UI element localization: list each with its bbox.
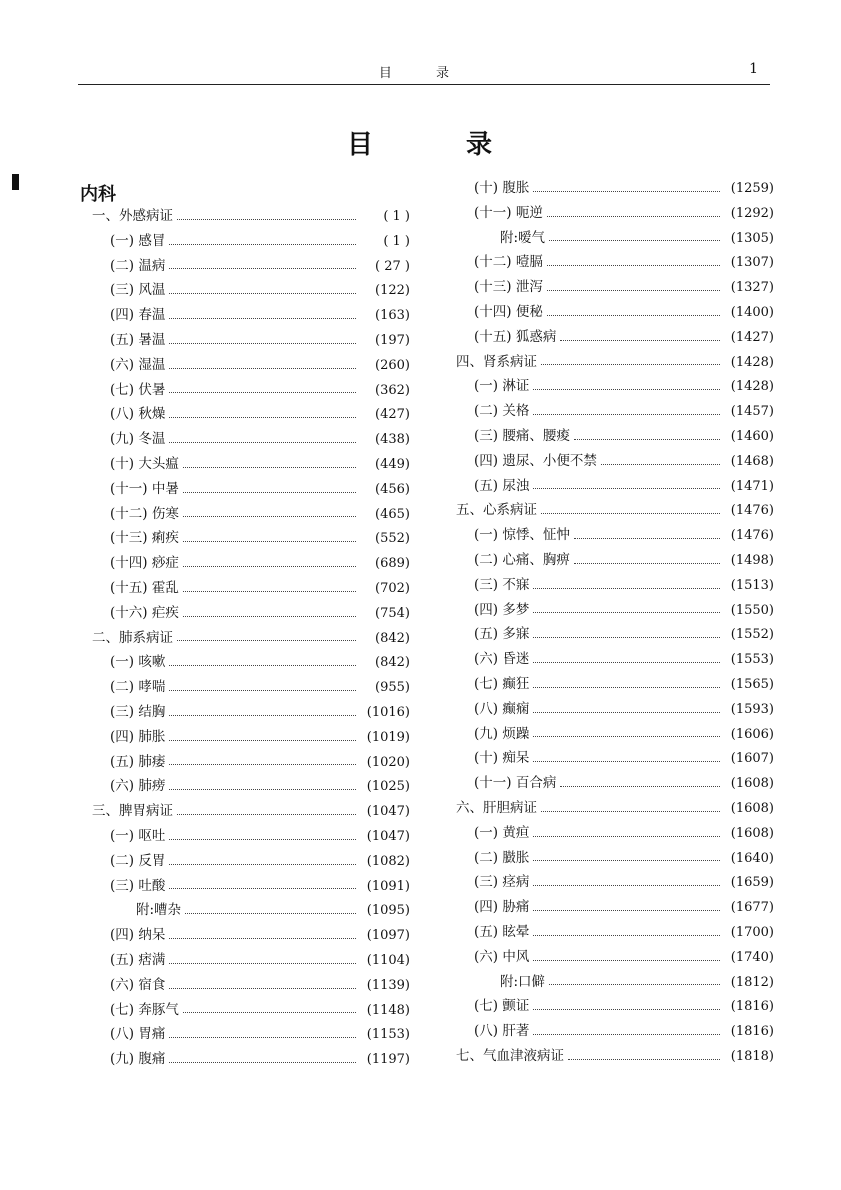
toc-entry-page: (260) [375,357,410,373]
toc-entry-page: (1197) [366,1052,410,1068]
dot-leader [169,368,356,369]
toc-entry-label: (十五) 狐惑病 [474,328,557,345]
toc-entry [92,229,410,254]
toc-entry-page: (1025) [366,779,410,795]
toc-entry-page: (1047) [366,804,410,820]
toc-entry [92,254,410,279]
toc-entry-label: (十) 痴呆 [474,750,530,767]
toc-entry [92,328,410,353]
toc-entry-page: ( 27 ) [375,258,410,274]
toc-entry-label: (十一) 中暑 [110,480,179,497]
toc-entry-label: 六、肝胆病证 [456,799,537,816]
toc-entry-page: (552) [375,531,410,547]
dot-leader [169,740,356,741]
toc-entry-label: 二、肺系病证 [92,629,173,646]
toc-entry [456,474,774,499]
dot-leader [169,715,356,716]
toc-entry [456,523,774,548]
toc-entry-label: (四) 多梦 [474,601,530,618]
toc-entry-page: (427) [375,407,410,423]
toc-entry-page: (1016) [366,704,410,720]
toc-entry-page: (1148) [366,1002,410,1018]
toc-entry [92,948,410,973]
toc-entry-label: (二) 心痛、胸痹 [474,551,570,568]
toc-entry-page: (1565) [730,676,774,692]
toc-entry-label: (五) 多寐 [474,626,530,643]
toc-entry-label: (五) 尿浊 [474,477,530,494]
toc-entry-page: (438) [375,432,410,448]
toc-entry-label: (十五) 霍乱 [110,579,179,596]
toc-entry-page: (1104) [366,952,410,968]
toc-entry-label: (七) 癫狂 [474,675,530,692]
toc-entry-page: (1606) [730,726,774,742]
toc-entry-page: (754) [375,605,410,621]
toc-entry [92,898,410,923]
toc-entry [92,998,410,1023]
toc-entry-label: (二) 关格 [474,403,530,420]
dot-leader [533,712,720,713]
toc-entry [92,378,410,403]
dot-leader [560,340,720,341]
toc-entry [92,477,410,502]
toc-entry [92,278,410,303]
toc-entry-label: (六) 昏迷 [474,651,530,668]
toc-entry-page: (955) [375,680,410,696]
toc-entry-label: (三) 风温 [110,282,166,299]
toc-entry-label: (三) 吐酸 [110,877,166,894]
dot-leader [169,417,356,418]
toc-entry-label: 四、肾系病证 [456,353,537,370]
toc-entry-page: (1095) [366,903,410,919]
toc-entry-label: (八) 肝著 [474,1023,530,1040]
dot-leader [169,293,356,294]
dot-leader [533,414,720,415]
toc-entry [92,601,410,626]
toc-entry [92,874,410,899]
toc-entry-page: (1153) [366,1027,410,1043]
dot-leader [574,439,720,440]
toc-entry-page: (1471) [730,478,774,494]
toc-entry [456,722,774,747]
toc-entry-page: (1460) [730,428,774,444]
toc-entry [456,275,774,300]
dot-leader [183,467,356,468]
toc-entry-label: (九) 冬温 [110,431,166,448]
toc-entry-label: 三、脾胃病证 [92,803,173,820]
toc-entry-label: (三) 结胸 [110,703,166,720]
toc-entry-label: (五) 眩晕 [474,923,530,940]
toc-entry-page: (1400) [730,304,774,320]
toc-entry-page: (1082) [366,853,410,869]
toc-entry [92,725,410,750]
toc-entry-label: 五、心系病证 [456,502,537,519]
dot-leader [183,566,356,567]
toc-entry [92,774,410,799]
toc-entry-label: (十三) 泄泻 [474,279,543,296]
dot-leader [533,935,720,936]
dot-leader [169,888,356,889]
dot-leader [574,538,720,539]
toc-entry-page: (1292) [730,205,774,221]
toc-entry [92,1022,410,1047]
dot-leader [185,913,356,914]
toc-entry-page: (1816) [730,1024,774,1040]
toc-entry [456,895,774,920]
toc-entry [456,771,774,796]
dot-leader [177,219,356,220]
toc-entry-label: (八) 癫痫 [474,700,530,717]
toc-entry [456,399,774,424]
edge-tab-mark [12,174,19,190]
dot-leader [533,960,720,961]
toc-entry-label: (六) 肺痨 [110,778,166,795]
toc-entry-page: ( 1 ) [383,233,410,249]
dot-leader [533,1034,720,1035]
toc-entry-label: 附:嘈杂 [136,902,182,919]
dot-leader [183,1012,356,1013]
dot-leader [533,910,720,911]
dot-leader [533,637,720,638]
toc-entry [456,498,774,523]
toc-entry-label: (十四) 痧症 [110,555,179,572]
dot-leader [533,191,720,192]
section-heading: 内科 [80,184,116,205]
dot-leader [169,665,356,666]
toc-entry-label: (十) 大头瘟 [110,455,179,472]
toc-entry [92,427,410,452]
toc-entry [456,573,774,598]
toc-entry [456,1044,774,1069]
toc-entry [456,945,774,970]
toc-entry-label: (六) 宿食 [110,976,166,993]
dot-leader [533,662,720,663]
toc-entry-page: (689) [375,556,410,572]
toc-entry [456,201,774,226]
dot-leader [541,811,720,812]
toc-entry [92,799,410,824]
toc-entry-page: (842) [375,655,410,671]
toc-entry [92,849,410,874]
toc-entry-label: (四) 纳呆 [110,927,166,944]
toc-entry [456,350,774,375]
toc-entry-page: (1608) [730,800,774,816]
dot-leader [533,687,720,688]
toc-entry-label: (十三) 痢疾 [110,530,179,547]
dot-leader [533,885,720,886]
toc-entry-page: (1607) [730,751,774,767]
dot-leader [169,963,356,964]
toc-entry-label: (十二) 噎膈 [474,254,543,271]
toc-entry-page: (1020) [366,754,410,770]
toc-entry-label: (四) 春温 [110,307,166,324]
toc-entry-page: (1457) [730,404,774,420]
toc-entry [456,920,774,945]
running-head [78,56,770,85]
toc-entry-page: (456) [375,481,410,497]
toc-entry [456,598,774,623]
toc-entry [456,647,774,672]
toc-entry [92,204,410,229]
toc-entry [92,923,410,948]
dot-leader [549,240,720,241]
toc-entry-label: (五) 痞满 [110,951,166,968]
dot-leader [169,1062,356,1063]
toc-right-column [456,176,774,1069]
toc-entry-label: (六) 中风 [474,948,530,965]
toc-entry-page: (1593) [730,701,774,717]
page-number: 1 [749,61,758,77]
toc-entry [92,502,410,527]
toc-entry-label: (二) 臌胀 [474,849,530,866]
toc-entry-label: (十) 腹胀 [474,180,530,196]
dot-leader [169,318,356,319]
dot-leader [183,492,356,493]
toc-entry [92,1047,410,1072]
dot-leader [169,789,356,790]
toc-entry-page: (1427) [730,329,774,345]
dot-leader [169,988,356,989]
toc-entry-label: (四) 肺胀 [110,728,166,745]
dot-leader [169,392,356,393]
dot-leader [547,265,720,266]
toc-entry-label: (一) 惊悸、怔忡 [474,527,570,544]
toc-entry [92,576,410,601]
dot-leader [547,315,720,316]
dot-leader [169,690,356,691]
toc-entry-label: (十二) 伤寒 [110,505,179,522]
toc-entry-label: (七) 颤证 [474,998,530,1015]
dot-leader [169,442,356,443]
toc-entry-label: (八) 胃痛 [110,1026,166,1043]
toc-entry-page: (1476) [730,503,774,519]
toc-entry-label: (四) 遗尿、小便不禁 [474,452,597,469]
toc-entry-label: (十一) 百合病 [474,775,557,792]
toc-entry-label: (十六) 疟疾 [110,604,179,621]
toc-entry-label: (一) 咳嗽 [110,654,166,671]
dot-leader [541,513,720,514]
dot-leader [547,290,720,291]
toc-entry [92,750,410,775]
toc-entry-page: ( 1 ) [383,209,410,224]
toc-entry-page: (702) [375,580,410,596]
dot-leader [169,938,356,939]
toc-entry-label: (八) 秋燥 [110,406,166,423]
toc-entry [456,796,774,821]
toc-entry-label: (一) 感冒 [110,232,166,249]
toc-entry-page: (1091) [366,878,410,894]
toc-entry-page: (1498) [730,552,774,568]
toc-entry-page: (122) [375,283,410,299]
toc-entry-page: (1428) [730,379,774,395]
toc-entry [92,700,410,725]
toc-entry-page: (1818) [730,1048,774,1064]
dot-leader [533,389,720,390]
toc-entry-label: (七) 奔豚气 [110,1001,179,1018]
dot-leader [183,591,356,592]
toc-entry [92,452,410,477]
dot-leader [574,563,720,564]
toc-entry-page: (1327) [730,280,774,296]
toc-entry-page: (1097) [366,928,410,944]
toc-entry [456,374,774,399]
toc-entry-page: (1307) [730,255,774,271]
toc-entry [456,548,774,573]
toc-entry [456,449,774,474]
toc-entry [92,303,410,328]
toc-entry-page: (1677) [730,900,774,916]
toc-entry [92,551,410,576]
dot-leader [533,488,720,489]
toc-entry-label: (七) 伏暑 [110,381,166,398]
toc-entry-page: (1608) [730,776,774,792]
dot-leader [169,864,356,865]
toc-entry-page: (1476) [730,528,774,544]
toc-entry [456,697,774,722]
dot-leader [601,464,720,465]
toc-entry-label: (六) 湿温 [110,356,166,373]
toc-entry-page: (1816) [730,999,774,1015]
toc-entry-page: (1550) [730,602,774,618]
dot-leader [533,736,720,737]
dot-leader [533,588,720,589]
toc-entry-label: 附:嗳气 [500,229,546,246]
toc-entry-label: (五) 肺痿 [110,753,166,770]
toc-entry [456,994,774,1019]
dot-leader [533,860,720,861]
dot-leader [547,216,720,217]
toc-entry-page: (1659) [730,875,774,891]
toc-entry [456,424,774,449]
toc-entry-label: (一) 黄疸 [474,824,530,841]
toc-entry-page: (1513) [730,577,774,593]
toc-entry-label: (三) 腰痛、腰痠 [474,427,570,444]
dot-leader [541,364,720,365]
toc-entry-label: (二) 反胃 [110,852,166,869]
dot-leader [183,616,356,617]
toc-entry-label: 附:口僻 [500,973,546,990]
dot-leader [169,343,356,344]
running-title: 目 录 [378,66,470,81]
toc-entry-label: (十一) 呃逆 [474,204,543,221]
toc-entry [456,300,774,325]
toc-entry [456,746,774,771]
dot-leader [533,1009,720,1010]
dot-leader [560,786,720,787]
toc-entry [456,250,774,275]
dot-leader [533,761,720,762]
toc-entry [92,973,410,998]
dot-leader [533,612,720,613]
toc-entry-page: (1740) [730,949,774,965]
toc-entry-page: (1608) [730,825,774,841]
toc-entry-page: (1553) [730,652,774,668]
toc-entry-page: (362) [375,382,410,398]
toc-entry-page: (465) [375,506,410,522]
toc-entry-page: (1259) [730,181,774,196]
dot-leader [549,984,720,985]
dot-leader [177,640,356,641]
dot-leader [183,516,356,517]
toc-entry-label: (二) 哮喘 [110,679,166,696]
toc-entry [456,870,774,895]
toc-entry [92,526,410,551]
toc-entry-page: (1305) [730,230,774,246]
dot-leader [169,839,356,840]
toc-entry-page: (1139) [366,977,410,993]
dot-leader [568,1059,720,1060]
toc-entry-page: (1640) [730,850,774,866]
toc-entry-label: (三) 不寐 [474,576,530,593]
toc-entry [92,353,410,378]
toc-entry [456,672,774,697]
toc-entry [456,226,774,251]
toc-entry-label: 七、气血津液病证 [456,1047,564,1064]
toc-entry-label: (九) 烦躁 [474,725,530,742]
toc-entry-label: (一) 呕吐 [110,827,166,844]
toc-entry [456,1019,774,1044]
toc-entry [456,970,774,995]
dot-leader [177,814,356,815]
toc-entry-label: (十四) 便秘 [474,303,543,320]
toc-left-column [92,204,410,1072]
toc-entry-page: (1468) [730,453,774,469]
toc-entry-page: (1019) [366,729,410,745]
toc-entry [92,675,410,700]
dot-leader [533,836,720,837]
toc-entry [456,821,774,846]
toc-entry-label: (九) 腹痛 [110,1051,166,1068]
dot-leader [169,244,356,245]
toc-entry-page: (842) [375,630,410,646]
toc-entry-label: (四) 胁痛 [474,899,530,916]
toc-entry-label: (二) 温病 [110,257,166,274]
toc-entry-page: (449) [375,456,410,472]
toc-entry [456,846,774,871]
toc-entry [92,402,410,427]
toc-entry-page: (197) [375,332,410,348]
dot-leader [169,1037,356,1038]
toc-entry-page: (1552) [730,627,774,643]
toc-entry-page: (1700) [730,924,774,940]
toc-entry-page: (1812) [730,974,774,990]
dot-leader [183,541,356,542]
toc-entry-label: (五) 暑温 [110,331,166,348]
toc-entry [456,325,774,350]
dot-leader [169,268,356,269]
toc-entry-label: 一、外感病证 [92,208,173,224]
toc-entry-label: (一) 淋证 [474,378,530,395]
toc-entry-label: (三) 痉病 [474,874,530,891]
toc-entry [456,622,774,647]
toc-entry-page: (1047) [366,828,410,844]
toc-entry-page: (163) [375,308,410,324]
dot-leader [169,764,356,765]
toc-entry-page: (1428) [730,354,774,370]
toc-entry [456,176,774,201]
toc-entry [92,824,410,849]
page-title: 目 录 [346,130,535,160]
toc-entry [92,650,410,675]
toc-entry [92,626,410,651]
